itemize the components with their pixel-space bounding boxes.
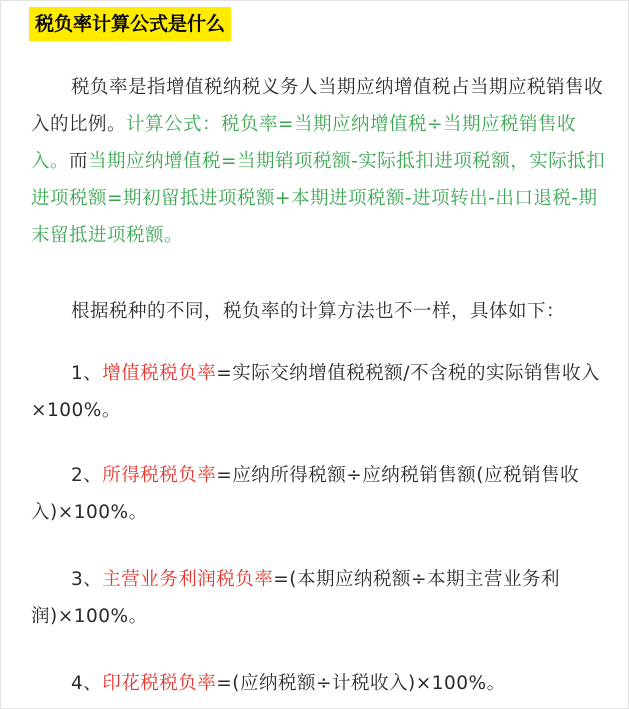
list-item xyxy=(31,665,606,702)
item-number: 1、 xyxy=(71,363,103,384)
intro-formula: 计算公式：税负率=当期应纳增值税÷当期应税销售收入。 xyxy=(31,114,577,172)
intro-paragraph xyxy=(31,69,606,254)
item-number: 2、 xyxy=(71,465,103,486)
list-item xyxy=(31,457,606,531)
item-formula: =实际交纳增值税税额/不含税的实际销售收入×100%。 xyxy=(31,363,601,421)
list-item xyxy=(31,355,606,429)
item-number: 4、 xyxy=(71,673,103,694)
item-name: 所得税税负率 xyxy=(102,465,217,486)
item-formula: =(本期应纳税额÷本期主营业务利润)×100%。 xyxy=(31,569,561,627)
item-number: 3、 xyxy=(71,569,103,590)
lead-paragraph: 根据税种的不同，税负率的计算方法也不一样，具体如下： xyxy=(71,301,566,322)
item-formula: =应纳所得税额÷应纳税销售额(应税销售收入)×100%。 xyxy=(31,465,580,523)
item-formula: =(应纳税额÷计税收入)×100%。 xyxy=(216,673,506,694)
item-name: 增值税税负率 xyxy=(102,363,217,384)
intro-connector: 而 xyxy=(69,151,89,172)
intro-formula-detail: 当期应纳增值税=当期销项税额-实际抵扣进项税额，实际抵扣进项税额=期初留抵进项税额+本期进项税额-进项转出-出口退税-期末留抵进项税额。 xyxy=(31,151,606,246)
page-title: 税负率计算公式是什么 xyxy=(29,7,231,41)
item-name: 印花税税负率 xyxy=(102,673,217,694)
intro-definition: 税负率是指增值税纳税义务人当期应纳增值税占当期应税销售收入的比例。 xyxy=(31,77,604,135)
list-item xyxy=(31,561,606,635)
item-name: 主营业务利润税负率 xyxy=(102,569,274,590)
